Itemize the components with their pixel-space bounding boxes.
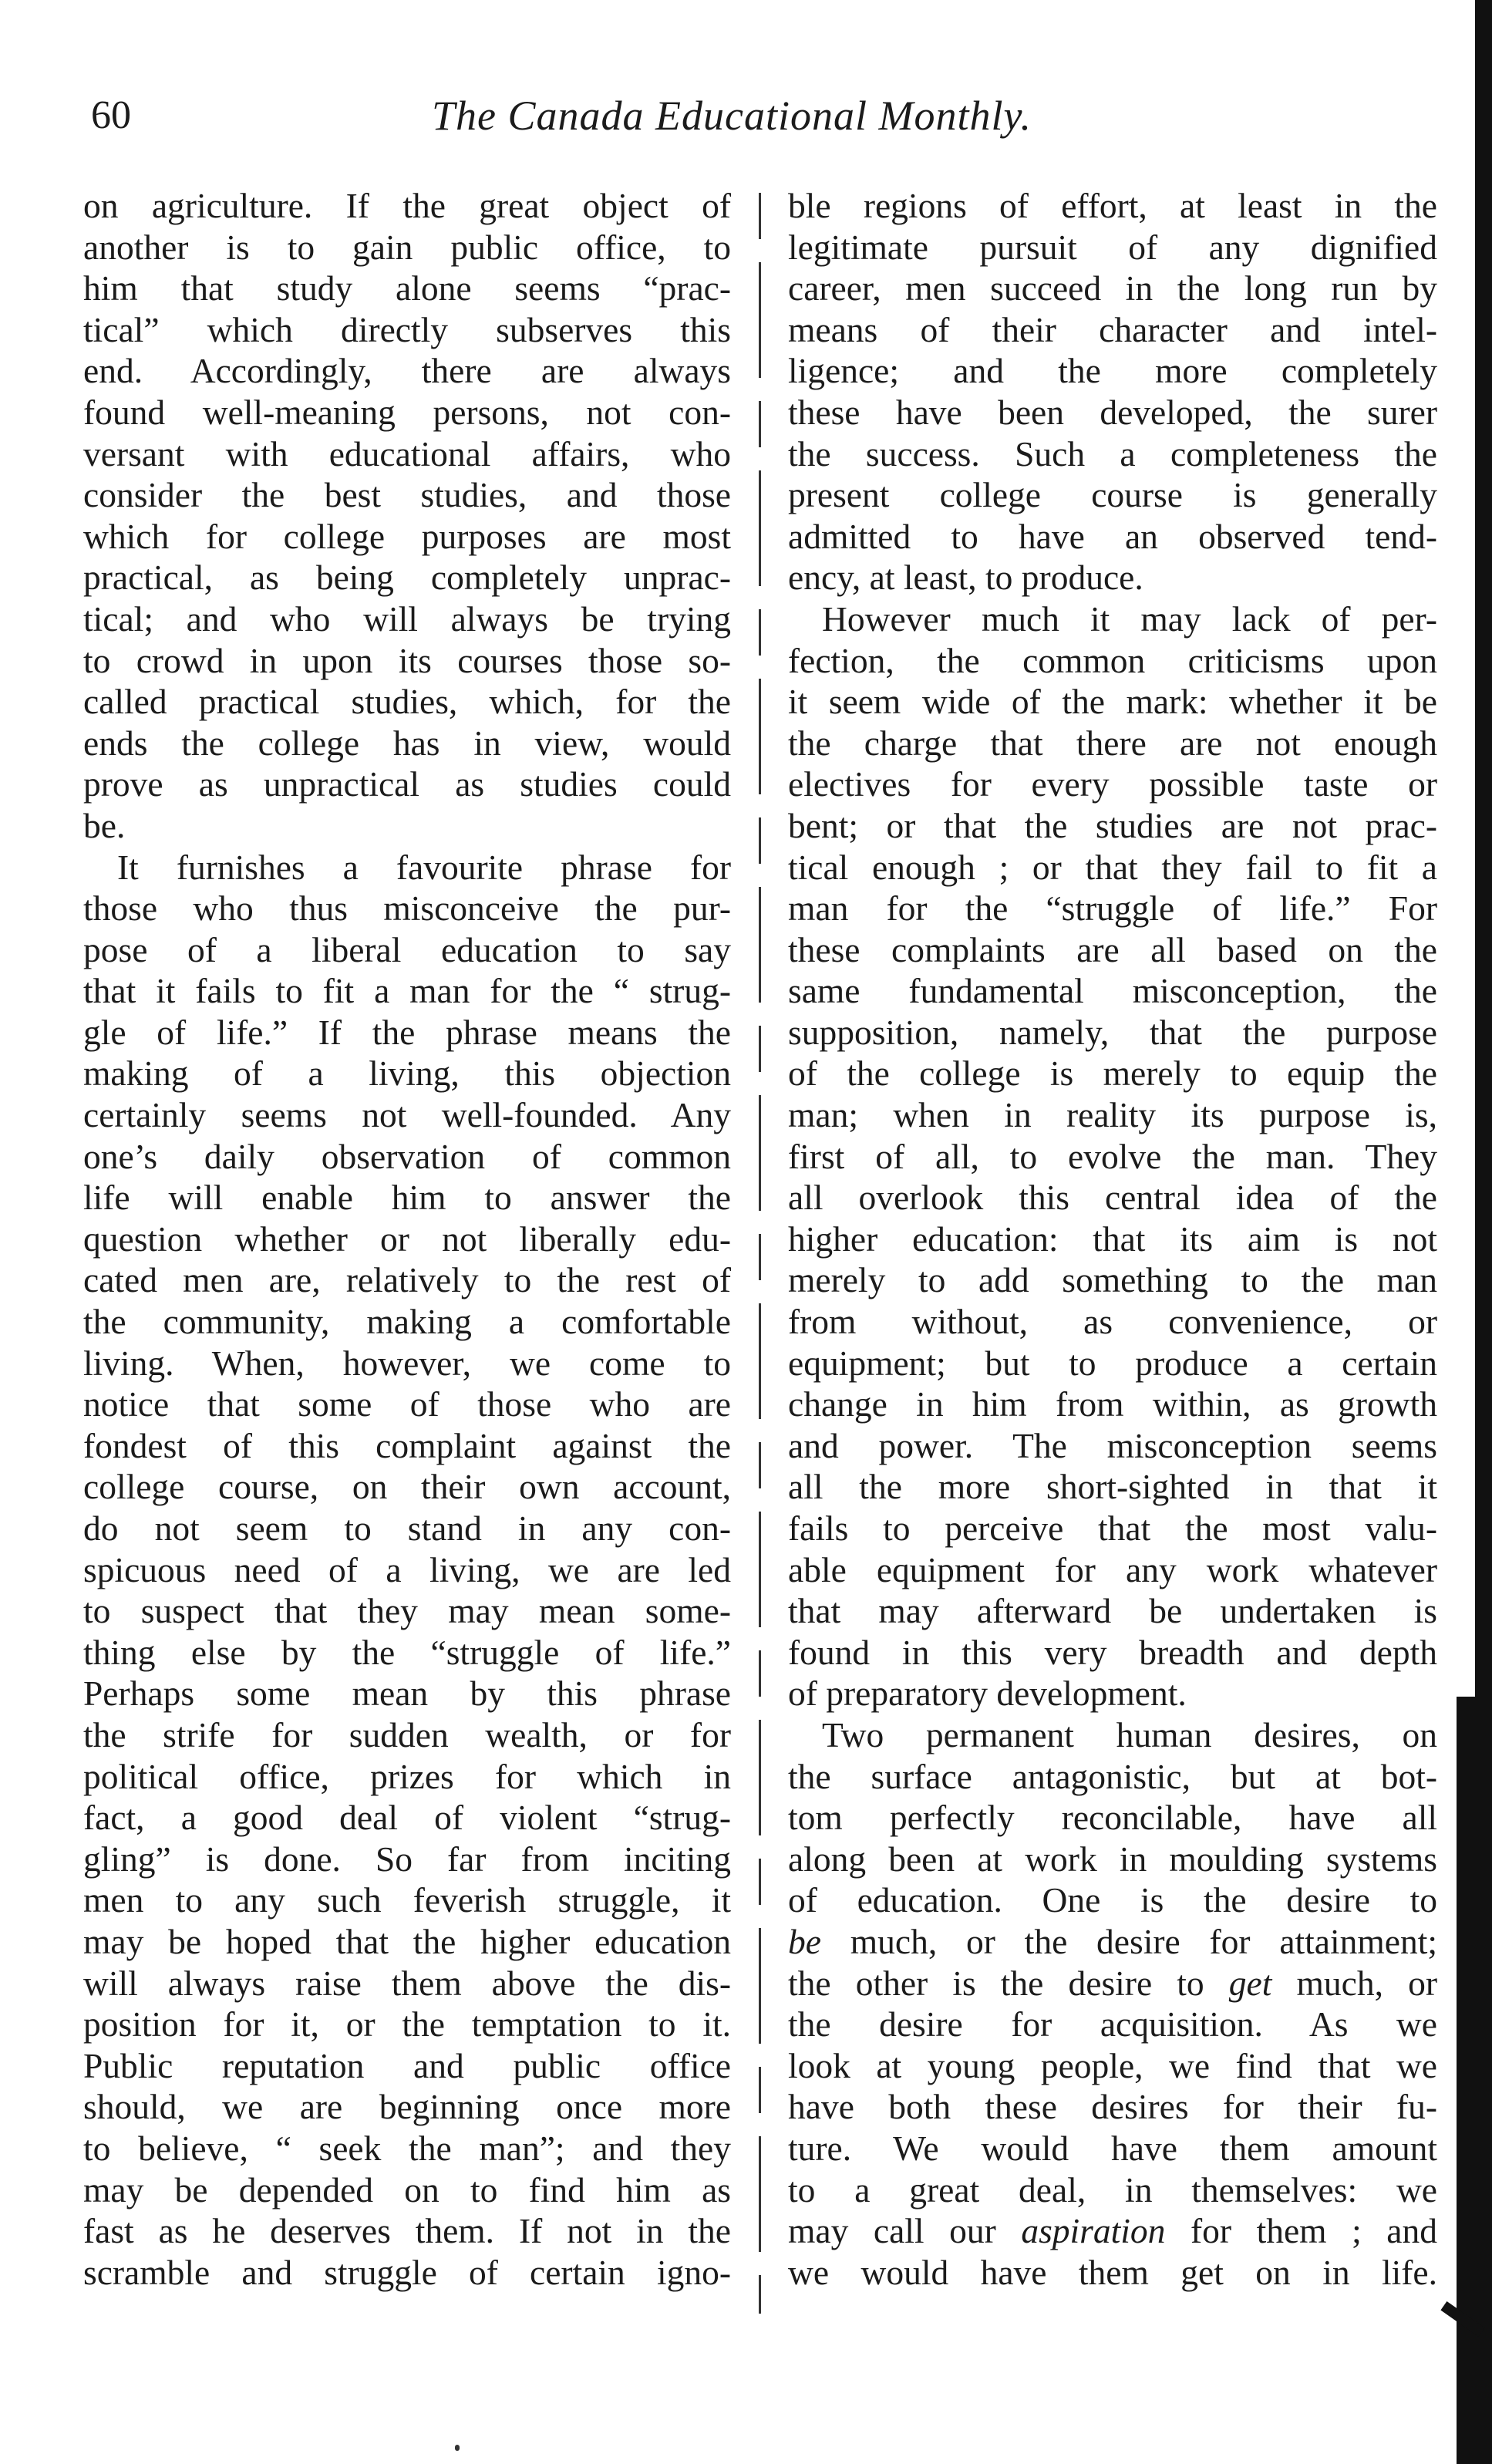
text-line: ency, at least, to produce. bbox=[788, 558, 1143, 598]
text-line: it seem wide of the mark: whether it be bbox=[788, 682, 1437, 722]
text-line: position for it, or the temptation to it. bbox=[83, 2004, 731, 2044]
text-line: Public reputation and public office bbox=[83, 2045, 731, 2085]
text-line: admitted to have an observed tend- bbox=[788, 516, 1437, 556]
text-line: found well-meaning persons, not con- bbox=[83, 392, 731, 432]
text-line: making of a living, this objection bbox=[83, 1053, 731, 1094]
text-line: spicuous need of a living, we are led bbox=[83, 1549, 731, 1589]
text-line: question whether or not liberally edu- bbox=[83, 1219, 731, 1259]
running-title: The Canada Educational Monthly. bbox=[432, 93, 1032, 139]
text-line: called practical studies, which, for the bbox=[83, 682, 731, 722]
text-line: have both these desires for their fu- bbox=[788, 2087, 1437, 2127]
text-line: Perhaps some mean by this phrase bbox=[83, 1674, 731, 1714]
text-line: ends the college has in view, would bbox=[83, 723, 731, 763]
text-line: that may afterward be undertaken is bbox=[788, 1591, 1437, 1631]
text-line: tom perfectly reconcilable, have all bbox=[788, 1798, 1437, 1838]
text-line: him that study alone seems “prac- bbox=[83, 268, 731, 308]
text-line: be much, or the desire for attainment; bbox=[788, 1921, 1437, 1961]
text-line: may call our aspiration for them ; and bbox=[788, 2211, 1437, 2251]
text-line: the other is the desire to get much, or bbox=[788, 1963, 1437, 2003]
text-line: fails to perceive that the most valu- bbox=[788, 1508, 1437, 1548]
text-line: the community, making a comfortable bbox=[83, 1302, 731, 1342]
text-line: means of their character and intel- bbox=[788, 309, 1437, 349]
text-line: men to any such feverish struggle, it bbox=[83, 1880, 731, 1920]
text-line: we would have them get on in life. bbox=[788, 2252, 1437, 2292]
text-line: bent; or that the studies are not prac- bbox=[788, 805, 1437, 845]
text-line: to a great deal, in themselves: we bbox=[788, 2169, 1437, 2210]
text-line: should, we are beginning once more bbox=[83, 2087, 731, 2127]
text-line: these have been developed, the surer bbox=[788, 392, 1437, 432]
text-line: present college course is generally bbox=[788, 475, 1437, 515]
text-line: all overlook this central idea of the bbox=[788, 1178, 1437, 1218]
scan-edge-bar-lower bbox=[1457, 1697, 1492, 2464]
text-line: along been at work in moulding systems bbox=[788, 1839, 1437, 1879]
right-column bbox=[788, 185, 1437, 2293]
text-line: those who thus misconceive the pur- bbox=[83, 888, 731, 929]
text-line: the desire for acquisition. As we bbox=[788, 2004, 1437, 2044]
text-line: to suspect that they may mean some- bbox=[83, 1591, 731, 1631]
text-line: the charge that there are not enough bbox=[788, 723, 1437, 763]
text-line: prove as unpractical as studies could bbox=[83, 764, 731, 804]
text-line: equipment; but to produce a certain bbox=[788, 1343, 1437, 1383]
text-line: on agriculture. If the great object of bbox=[83, 186, 731, 225]
text-line: of education. One is the desire to bbox=[788, 1880, 1437, 1920]
text-line: scramble and struggle of certain igno- bbox=[83, 2252, 731, 2292]
text-line: may be hoped that the higher education bbox=[83, 1921, 731, 1961]
text-line: merely to add something to the man bbox=[788, 1260, 1437, 1300]
text-line: of preparatory development. bbox=[788, 1674, 1187, 1714]
text-line: However much it may lack of per- bbox=[822, 598, 1437, 639]
text-line: college course, on their own account, bbox=[83, 1467, 731, 1507]
text-line: ligence; and the more completely bbox=[788, 351, 1437, 391]
text-line: tical enough ; or that they fail to fit a bbox=[788, 847, 1437, 887]
text-line: cated men are, relatively to the rest of bbox=[83, 1260, 731, 1300]
text-line: do not seem to stand in any con- bbox=[83, 1508, 731, 1548]
text-line: of the college is merely to equip the bbox=[788, 1053, 1437, 1094]
text-line: from without, as convenience, or bbox=[788, 1302, 1437, 1342]
text-line: It furnishes a favourite phrase for bbox=[117, 847, 731, 887]
text-line: man for the “struggle of life.” For bbox=[788, 888, 1437, 929]
text-line: which for college purposes are most bbox=[83, 516, 731, 556]
text-line: fondest of this complaint against the bbox=[83, 1425, 731, 1465]
text-line: higher education: that its aim is not bbox=[788, 1219, 1437, 1259]
left-column bbox=[83, 185, 731, 2293]
text-line: pose of a liberal education to say bbox=[83, 929, 731, 969]
text-line: tical” which directly subserves this bbox=[83, 309, 731, 349]
text-line: will always raise them above the dis- bbox=[83, 1963, 731, 2003]
text-line: able equipment for any work whatever bbox=[788, 1549, 1437, 1589]
text-line: one’s daily observation of common bbox=[83, 1136, 731, 1176]
text-line: to believe, “ seek the man”; and they bbox=[83, 2128, 731, 2168]
text-line: practical, as being completely unprac- bbox=[83, 558, 731, 598]
text-line: living. When, however, we come to bbox=[83, 1343, 731, 1383]
text-line: first of all, to evolve the man. They bbox=[788, 1136, 1437, 1176]
text-line: consider the best studies, and those bbox=[83, 475, 731, 515]
text-line: man; when in reality its purpose is, bbox=[788, 1095, 1437, 1135]
text-line: fact, a good deal of violent “strug- bbox=[83, 1798, 731, 1838]
text-line: these complaints are all based on the bbox=[788, 929, 1437, 969]
text-line: supposition, namely, that the purpose bbox=[788, 1012, 1437, 1052]
text-line: change in him from within, as growth bbox=[788, 1384, 1437, 1424]
text-line: the strife for sudden wealth, or for bbox=[83, 1714, 731, 1754]
text-line: end. Accordingly, there are always bbox=[83, 351, 731, 391]
text-line: be. bbox=[83, 805, 126, 845]
text-line: legitimate pursuit of any dignified bbox=[788, 227, 1437, 267]
scan-speck bbox=[455, 2445, 460, 2451]
text-line: fast as he deserves them. If not in the bbox=[83, 2211, 731, 2251]
text-line: look at young people, we find that we bbox=[788, 2045, 1437, 2085]
text-line: ture. We would have them amount bbox=[788, 2128, 1437, 2168]
text-line: and power. The misconception seems bbox=[788, 1425, 1437, 1465]
text-line: political office, prizes for which in bbox=[83, 1756, 731, 1796]
text-line: versant with educational affairs, who bbox=[83, 433, 731, 474]
text-line: found in this very breadth and depth bbox=[788, 1632, 1437, 1672]
text-line: ble regions of effort, at least in the bbox=[788, 186, 1437, 225]
text-line: gling” is done. So far from inciting bbox=[83, 1839, 731, 1879]
text-line: to crowd in upon its courses those so- bbox=[83, 640, 731, 680]
text-line: electives for every possible taste or bbox=[788, 764, 1437, 804]
text-line: tical; and who will always be trying bbox=[83, 598, 731, 639]
text-line: certainly seems not well-founded. Any bbox=[83, 1095, 731, 1135]
column-rule bbox=[759, 193, 761, 2314]
page-number: 60 bbox=[91, 93, 131, 137]
text-line: gle of life.” If the phrase means the bbox=[83, 1012, 731, 1052]
text-line: fection, the common criticisms upon bbox=[788, 640, 1437, 680]
text-line: the surface antagonistic, but at bot- bbox=[788, 1756, 1437, 1796]
text-line: the success. Such a completeness the bbox=[788, 433, 1437, 474]
text-line: Two permanent human desires, on bbox=[822, 1714, 1437, 1754]
text-line: that it fails to fit a man for the “ strug- bbox=[83, 971, 731, 1011]
text-line: notice that some of those who are bbox=[83, 1384, 731, 1424]
text-line: same fundamental misconception, the bbox=[788, 971, 1437, 1011]
text-line: thing else by the “struggle of life.” bbox=[83, 1632, 731, 1672]
text-line: another is to gain public office, to bbox=[83, 227, 731, 267]
text-line: career, men succeed in the long run by bbox=[788, 268, 1437, 308]
text-line: life will enable him to answer the bbox=[83, 1178, 731, 1218]
text-line: all the more short-sighted in that it bbox=[788, 1467, 1437, 1507]
text-line: may be depended on to find him as bbox=[83, 2169, 731, 2210]
